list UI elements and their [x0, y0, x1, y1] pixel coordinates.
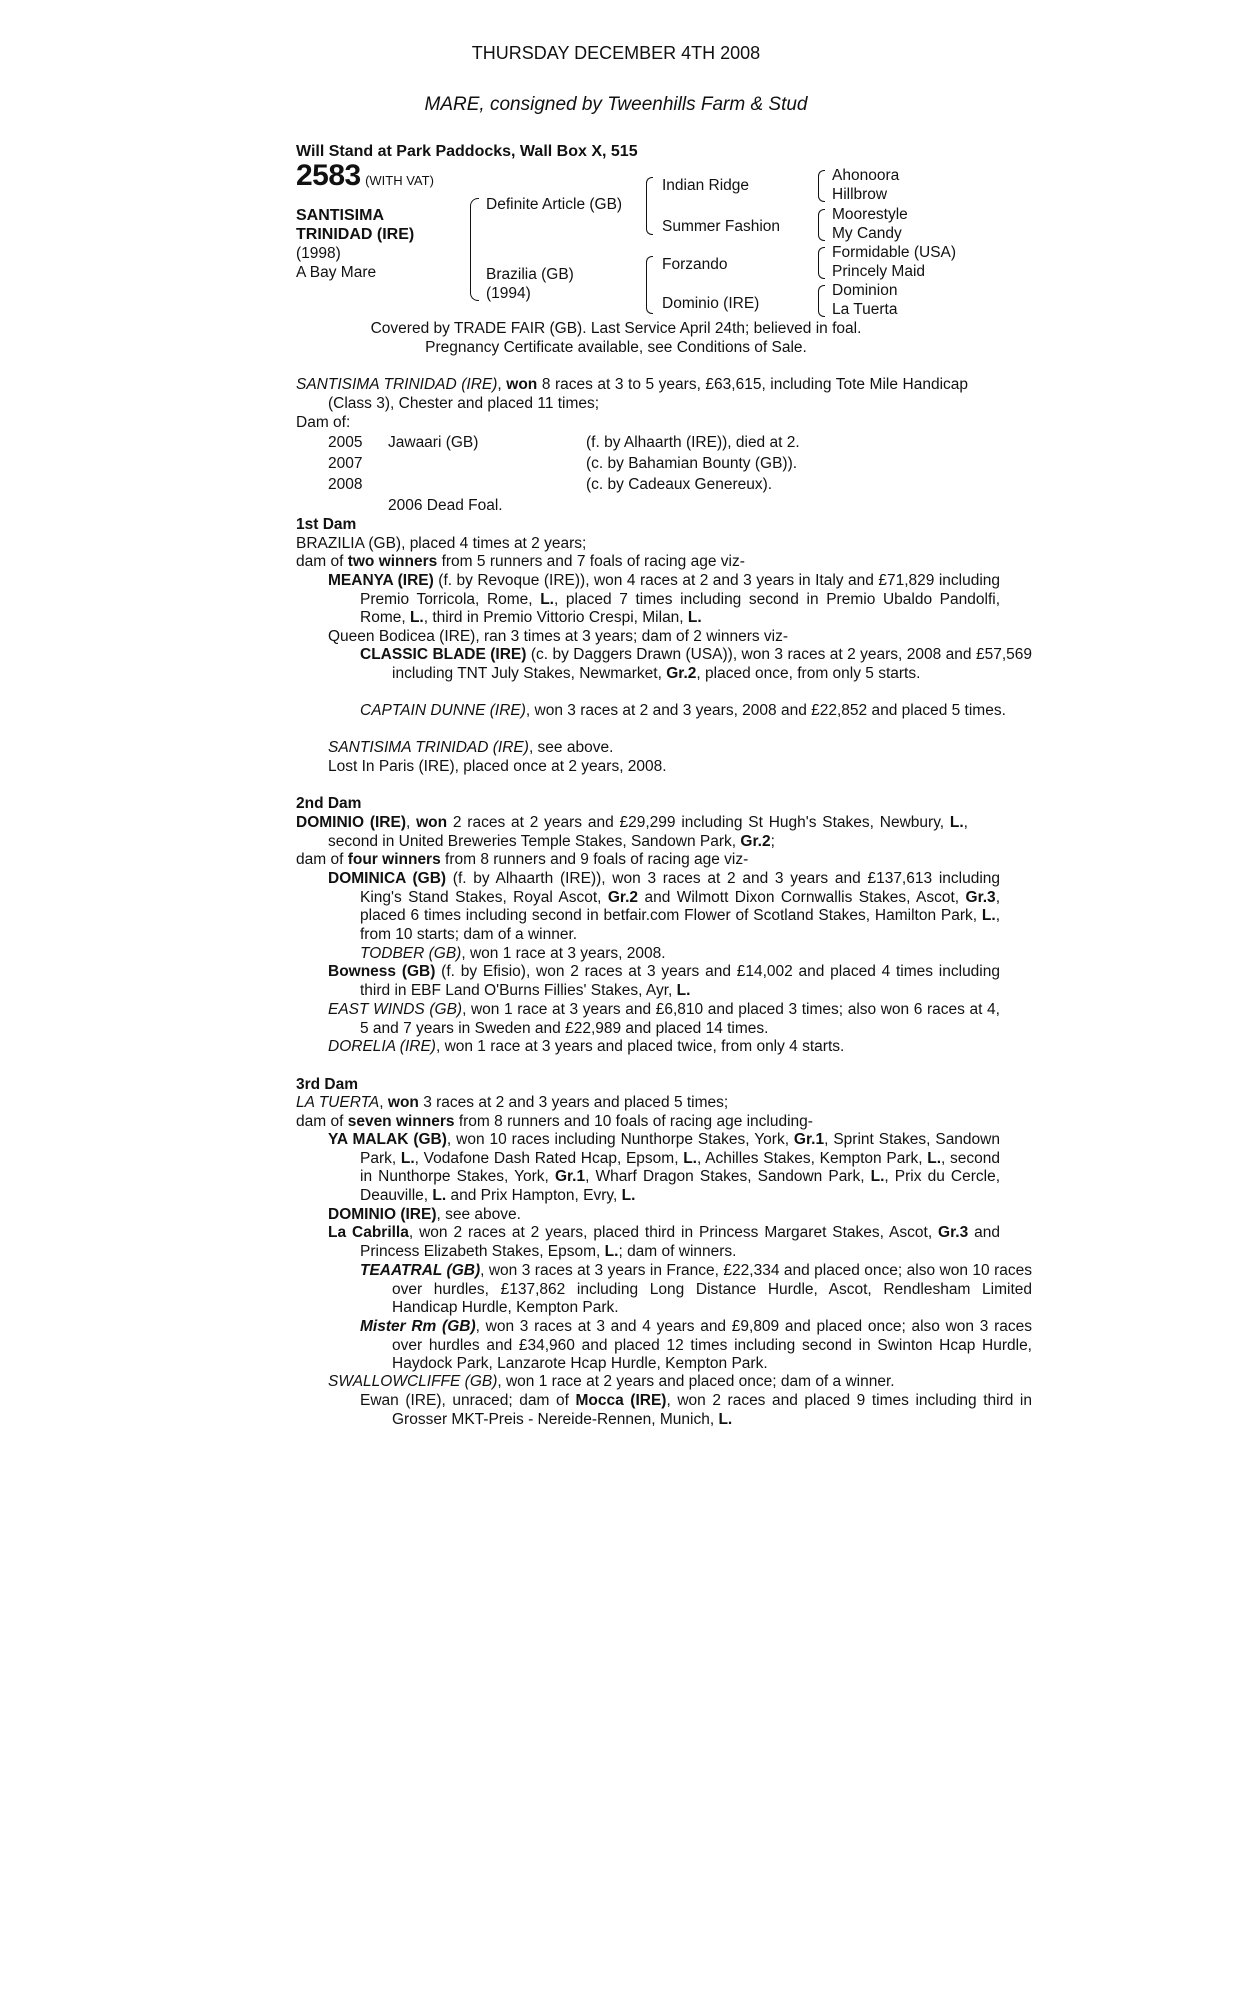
- second-dam-heading: 2nd Dam: [296, 795, 362, 812]
- pedigree-brace-3a: [818, 170, 826, 202]
- pedigree-g3: Moorestyle: [832, 206, 908, 223]
- pedigree-g5: Formidable (USA): [832, 244, 957, 261]
- first-dam-line: BRAZILIA (GB), placed 4 times at 2 years;: [296, 535, 587, 552]
- horse-name: [296, 206, 414, 244]
- horse-description: A Bay Mare: [296, 264, 377, 281]
- produce-table: [328, 434, 800, 497]
- third-dam-entry: Ewan (IRE), unraced; dam of Mocca (IRE), won 2 races and placed 9 times including third in Grosser MKT-Preis - Nereide-Rennen, Munich, L.: [360, 1392, 1033, 1428]
- pedigree-dam-dam: Dominio (IRE): [662, 295, 760, 312]
- third-dam-entry: Mister Rm (GB), won 3 races at 3 and 4 years and £9,809 and placed once; also won 3 races over hurdles and £34,960 and placed 12 times including second in Swinton Hcap Hurdle, Haydock Park, Lanzarote Hcap Hurdle, Kempton Park.: [360, 1318, 1032, 1373]
- dam-of-label: Dam of:: [296, 414, 351, 431]
- third-dam-entry: TEAATRAL (GB), won 3 races at 3 years in France, £22,334 and placed once; also won 10 races over hurdles, £137,862 including Long Distance Hurdle, Ascot, Rendlesham Limited Handicap Hurdle, Kempton Park.: [360, 1262, 1032, 1317]
- pedigree-g4: My Candy: [832, 225, 902, 242]
- third-dam-entry: YA MALAK (GB), won 10 races including Nunthorpe Stakes, York, Gr.1, Sprint Stakes, Sandown Park, L., Vodafone Dash Rated Hcap, Epsom, L., Achilles Stakes, Kempton Park, L., second in Nunthorpe Stakes, York, Gr.1, Wharf Dragon Stakes, Sandown Park, L., Prix du Cercle, Deauville, L. and Prix Hampton, Evry, L.: [328, 1131, 1000, 1205]
- lot-number: 2583: [296, 159, 361, 192]
- lot-number-line: [296, 159, 434, 192]
- consignor-line: MARE, consigned by Tweenhills Farm & Stud: [424, 94, 808, 115]
- pedigree-dam-sire: Forzando: [662, 256, 728, 273]
- third-dam-entry: SWALLOWCLIFFE (GB), won 1 race at 2 years and placed once; dam of a winner.: [328, 1373, 895, 1390]
- produce-row: 2005 Jawaari (GB) (f. by Alhaarth (IRE)), died at 2.: [328, 434, 800, 451]
- pedigree-dam-year: (1994): [486, 285, 531, 302]
- pedigree-brace-1: [470, 198, 479, 301]
- pedigree-g6: Princely Maid: [832, 263, 926, 280]
- covered-line-1: Covered by TRADE FAIR (GB). Last Service April 24th; believed in foal.: [370, 320, 862, 337]
- second-dam-entry: EAST WINDS (GB), won 1 race at 3 years and £6,810 and placed 3 times; also won 6 races at 4, 5 and 7 years in Sweden and £22,989 and placed 14 times.: [328, 1001, 1000, 1037]
- second-dam-entry: DOMINICA (GB) (f. by Alhaarth (IRE)), won 3 races at 2 and 3 years and £137,613 including King's Stand Stakes, Royal Ascot, Gr.2 and Wilmott Dixon Cornwallis Stakes, Ascot, Gr.3, placed 6 times including second in betfair.com Flower of Scotland Stakes, Hamilton Park, L., from 10 starts; dam of a winner.: [328, 870, 1000, 944]
- first-dam-entry: MEANYA (IRE) (f. by Revoque (IRE)), won 4 races at 2 and 3 years in Italy and £71,829 including Premio Torricola, Rome, L., placed 7 times including second in Premio Ubaldo Pandolfi, Rome, L., third in Premio Vittorio Crespi, Milan, L.: [328, 572, 1001, 627]
- second-dam-entry: Bowness (GB) (f. by Efisio), won 2 races at 3 years and £14,002 and placed 4 times including third in EBF Land O'Burns Fillies' Stakes, Ayr, L.: [328, 963, 1000, 999]
- pedigree-g1: Ahonoora: [832, 167, 900, 184]
- pedigree-brace-3b: [818, 209, 826, 241]
- mare-record: SANTISIMA TRINIDAD (IRE), won 8 races at 3 to 5 years, £63,615, including Tote Mile Handicap (Class 3), Chester and placed 11 times;: [296, 376, 969, 412]
- pedigree-dam: Brazilia (GB): [486, 266, 574, 283]
- pedigree-g2: Hillbrow: [832, 186, 888, 203]
- horse-name-line1: SANTISIMA: [296, 207, 384, 224]
- dead-foal-note: 2006 Dead Foal.: [388, 497, 503, 514]
- second-dam-entry: TODBER (GB), won 1 race at 3 years, 2008.: [360, 945, 666, 962]
- pedigree-brace-3d: [818, 285, 826, 317]
- third-dam-record: LA TUERTA, won 3 races at 2 and 3 years and placed 5 times;: [296, 1094, 729, 1111]
- stand-location: Will Stand at Park Paddocks, Wall Box X, 515: [296, 143, 638, 160]
- horse-name-line2: TRINIDAD (IRE): [296, 226, 415, 243]
- covered-line-2: Pregnancy Certificate available, see Conditions of Sale.: [425, 339, 807, 356]
- third-dam-entry: DOMINIO (IRE), see above.: [328, 1206, 521, 1223]
- sale-date: THURSDAY DECEMBER 4TH 2008: [471, 43, 761, 63]
- vat-note: (WITH VAT): [365, 173, 434, 188]
- produce-row: 2007 (c. by Bahamian Bounty (GB)).: [328, 455, 798, 472]
- first-dam-heading: 1st Dam: [296, 516, 357, 533]
- pedigree-sire: Definite Article (GB): [486, 196, 623, 213]
- pedigree-g7: Dominion: [832, 282, 898, 299]
- second-dam-entry: DORELIA (IRE), won 1 race at 3 years and placed twice, from only 4 starts.: [328, 1038, 845, 1055]
- third-dam-dam-of: dam of seven winners from 8 runners and 10 foals of racing age including-: [296, 1113, 813, 1130]
- pedigree-brace-2b: [646, 256, 654, 314]
- second-dam-record: DOMINIO (IRE), won 2 races at 2 years and £29,299 including St Hugh's Stakes, Newbury, L., second in United Breweries Temple Stakes, Sandown Park, Gr.2;: [296, 814, 968, 850]
- pedigree-brace-2a: [646, 177, 654, 235]
- pedigree-sire-dam: Summer Fashion: [662, 218, 781, 235]
- produce-row: 2008 (c. by Cadeaux Genereux).: [328, 476, 773, 493]
- pedigree-g8: La Tuerta: [832, 301, 898, 318]
- pedigree-sire-sire: Indian Ridge: [662, 177, 750, 194]
- third-dam-heading: 3rd Dam: [296, 1076, 359, 1093]
- first-dam-entry: CAPTAIN DUNNE (IRE), won 3 races at 2 and 3 years, 2008 and £22,852 and placed 5 times.: [360, 702, 1006, 719]
- first-dam-entry: Lost In Paris (IRE), placed once at 2 years, 2008.: [328, 758, 667, 775]
- pedigree-brace-3c: [818, 247, 826, 279]
- first-dam-entry: Queen Bodicea (IRE), ran 3 times at 3 years; dam of 2 winners viz-: [328, 628, 789, 645]
- first-dam-entry: CLASSIC BLADE (IRE) (c. by Daggers Drawn (USA)), won 3 races at 2 years, 2008 and £57,569 including TNT July Stakes, Newmarket, Gr.2, placed once, from only 5 starts.: [360, 646, 1032, 682]
- third-dam-entry: La Cabrilla, won 2 races at 2 years, placed third in Princess Margaret Stakes, Ascot, Gr.3 and Princess Elizabeth Stakes, Epsom, L.; dam of winners.: [328, 1224, 1001, 1260]
- first-dam-dam-of: dam of two winners from 5 runners and 7 foals of racing age viz-: [296, 553, 745, 570]
- first-dam-entry: SANTISIMA TRINIDAD (IRE), see above.: [328, 739, 614, 756]
- horse-year: (1998): [296, 245, 341, 262]
- second-dam-dam-of: dam of four winners from 8 runners and 9 foals of racing age viz-: [296, 851, 749, 868]
